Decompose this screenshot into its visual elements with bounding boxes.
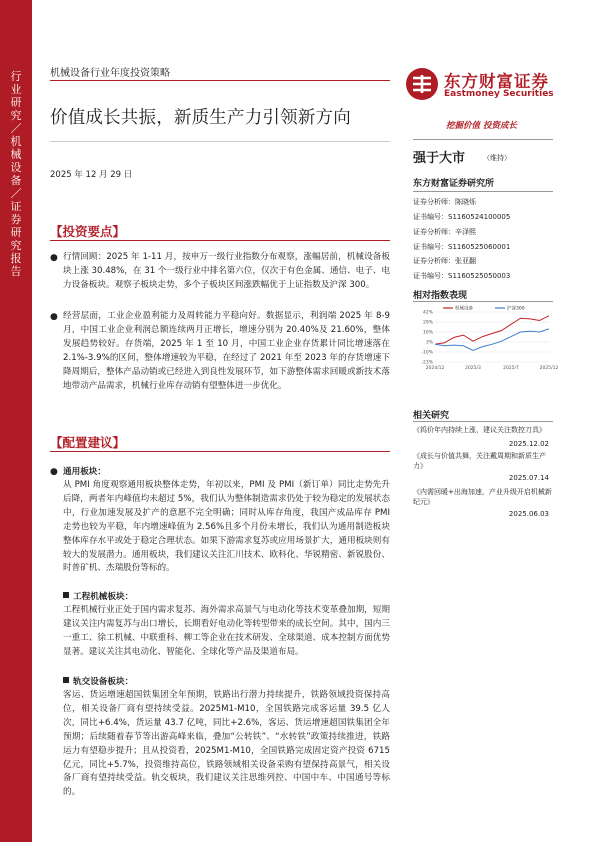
report-type: 机械设备行业年度投资策略 — [50, 68, 170, 79]
section-title: 【配置建议】 — [50, 435, 126, 450]
brand-logo — [404, 64, 554, 104]
brand-mark-icon — [404, 66, 440, 102]
y-tick-label: 29% — [422, 320, 433, 326]
industry-rating: 强于大市 — [413, 151, 466, 166]
section-header-allocation — [50, 433, 390, 452]
analyst-name: 证券分析师：辛泽熙 — [413, 228, 476, 236]
brand-slogan: 挖掘价值 投资成长 — [446, 121, 517, 131]
bullet-icon: ● — [50, 253, 58, 263]
rating-status: （维持） — [483, 154, 511, 162]
analyst-cert: 证书编号：S1160525060001 — [413, 243, 511, 251]
related-date: 2025.06.03 — [508, 510, 549, 518]
related-research-title: 相关研究 — [413, 411, 450, 421]
brand-name-en: Eastmoney Securities — [444, 89, 554, 99]
divider — [413, 139, 553, 140]
bullet-icon: ● — [50, 467, 58, 477]
analyst-cert: 证书编号：S1160524100005 — [413, 213, 511, 221]
subsection-title: 通用板块： — [63, 467, 106, 477]
divider — [413, 191, 553, 192]
allocation-paragraph: 工程机械行业正处于国内需求复苏、海外需求高景气与电动化等技术变革叠加期，短期建议关注内需复苏与出口增长，长期看好电动化等转型带来的成长空间。其中，国内三一重工、徐工机械、中联重科、柳工等企业在技术研发、全球渠道、成本控制方面优势显著。建议关注其电动化、智能化、全球化等产品及渠道布局。 — [63, 605, 390, 657]
legend-label: 沪深300 — [507, 306, 525, 312]
section-title: 【投资要点】 — [50, 224, 126, 239]
page-title: 价值成长共振，新质生产力引领新方向 — [50, 108, 351, 128]
subsection-title: 工程机械板块： — [63, 590, 133, 602]
key-point-paragraph: 经营层面，工业企业盈利能力及周转能力平稳向好。数据显示，利润端 2025 年 8-9 月，中国工业企业利润总额连续两月正增长，增速分别为 20.40%及 21.60%，整体发展趋势较好。存货端，2025 年 1 至 10 月，中国工业企业存货累计同比增速落在 2.1%-3.9%的区间，整体增速较为平稳，在经过了 2021 年至 2023 年的存货增速下降周期后，整体产品动销或已经进入到良性发展环节，如下游整体需求回暖或新技术落地带动产品需求，机械行业库存动销有望整体进一步优化。 — [63, 311, 390, 391]
legend-label: 机械设备 — [455, 306, 473, 312]
allocation-paragraph: 从 PMI 角度观察通用板块整体走势，年初以来，PMI 及 PMI（新订单）同比走势先升后降，两者年内峰值均未超过 5%，我们认为整体制造需求仍处于较为稳定的发展状态中，行业加速发展及扩产的意愿不完全明确；同时从库存角度，我国产成品库存 PMI 走势也较为平稳，年内增速峰值为 2.56%且多个月份未增长，我们认为通用制造板块整体库存水平或处于稳定合理状态。如果下游需求复苏或应用场景扩大，通用板块则有较大的发展潜力。通用板块，我们建议关注汇川技术、欧科化、华锐精密、新锐股份、时普矿机、杰瑞股份等标的。 — [63, 480, 390, 574]
square-bullet-icon — [63, 592, 69, 598]
related-date: 2025.07.14 — [508, 474, 549, 482]
x-tick-label: 2024/12 — [425, 366, 445, 371]
related-item[interactable]: 《钨价年内持续上涨，建议关注数控刀具》 — [413, 426, 546, 434]
brand-name-cn: 东方财富证券 — [444, 72, 549, 91]
series-line — [435, 316, 549, 345]
square-bullet-icon — [63, 677, 69, 683]
x-tick-label: 2025/3 — [465, 366, 481, 371]
related-date: 2025.12.02 — [508, 440, 549, 448]
divider — [413, 421, 553, 422]
analyst-name: 证券分析师：张亚翻 — [413, 257, 476, 265]
subsection-title: 轨交设备板块： — [63, 675, 133, 687]
y-tick-label: 3% — [425, 340, 433, 346]
y-tick-label: -23% — [421, 360, 433, 366]
analyst-cert: 证书编号：S1160525050003 — [413, 272, 511, 280]
bullet-icon: ● — [50, 312, 58, 322]
y-tick-label: -10% — [421, 350, 433, 356]
report-date: 2025 年 12 月 29 日 — [50, 170, 133, 180]
related-item[interactable]: 《成长与价值共舞，关注戴周期和新质生产力》 — [413, 452, 546, 470]
key-point-paragraph: 行情回顾：2025 年 1-11 月，按申万一级行业指数分布观察，涨幅居前，机械设备板块上涨 30.48%，在 31 个一级行业中排名第六位，仅次于有色金属、通信、电子、电力设备板块。观察子板块走势，多个子板块区间涨跌幅优于上证指数及沪深 300。 — [63, 252, 390, 290]
x-tick-label: 2025/7 — [503, 366, 519, 371]
divider — [50, 141, 390, 142]
divider — [50, 80, 390, 81]
section-header-key-points — [50, 222, 390, 241]
y-tick-label: 42% — [422, 310, 433, 316]
x-tick-label: 2025/12 — [539, 366, 559, 371]
y-tick-label: 16% — [422, 330, 433, 336]
allocation-paragraph: 客运、货运增速超国铁集团全年预期，铁路出行潜力持续提升，铁路领域投资保持高位，相关设备厂商有望持续受益。2025M1-M10，全国铁路完成客运量 39.5 亿人次，同比+6.4%，货运量 43.7 亿吨，同比+2.6%，客运、货运增速超国铁集团全年预期；后续随着春节等出游高峰来临，叠加“公转铁”、“水转铁”政策持续推进，铁路运力有望稳步提升；且从投资看，2025M1-M10，全国铁路完成固定资产投资 6715 亿元，同比+5.7%，投资维持高位，铁路领域相关设备采购有望保持高景气，相关设备厂商有望持续受益。轨交板块，我们建议关注思维列控、中国中车、中国通号等标的。 — [63, 690, 390, 798]
performance-title: 相对指数表现 — [413, 291, 468, 301]
relative-performance-chart — [413, 304, 559, 374]
divider — [413, 301, 553, 302]
related-item[interactable]: 《内需回暖+出海加速，产业升级开启机械新纪元》 — [413, 488, 552, 506]
analyst-name: 证券分析师：陈晓烁 — [413, 198, 476, 206]
institute-name: 东方财富证券研究所 — [413, 179, 495, 189]
sidebar-category-text: 行业研究／机械设备／证券研究报告 — [10, 70, 22, 278]
